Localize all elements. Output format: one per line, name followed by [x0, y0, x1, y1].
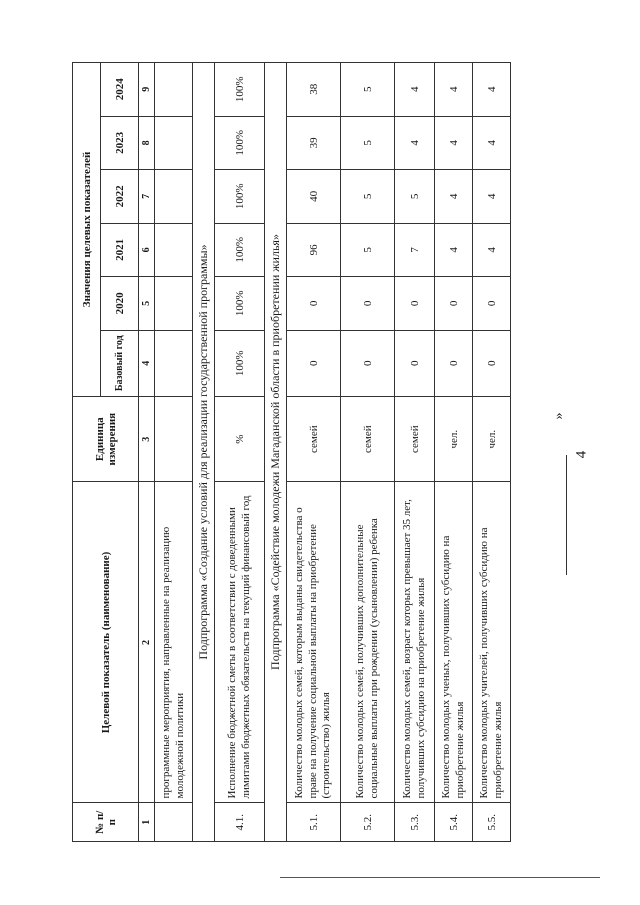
row-unit: чел. — [435, 396, 473, 482]
col-number: 9 — [139, 63, 155, 117]
row-name: Количество молодых семей, возраст которых превышает 35 лет, получивших субсидию на приобретение жилья — [395, 482, 435, 803]
header-year: 2020 — [101, 277, 139, 331]
subprogram-heading-2: Подпрограмма «Содействие молодежи Магаданской области в приобретении жилья» — [265, 63, 287, 842]
col-number: 5 — [139, 277, 155, 331]
continuation-text: программные мероприятия, направленные на реализацию молодежной политики — [155, 482, 193, 803]
row-value: 4 — [395, 116, 435, 170]
row-value: 100% — [215, 170, 265, 224]
page-number: 4 — [573, 450, 590, 459]
header-num: № п/п — [73, 803, 139, 842]
row-value: 4 — [435, 223, 473, 277]
row-unit: % — [215, 396, 265, 482]
row-value: 4 — [473, 116, 511, 170]
col-number: 7 — [139, 170, 155, 224]
row-num: 5.5. — [473, 803, 511, 842]
row-name: Исполнение бюджетной сметы в соответствии с доведенными лимитами бюджетных обязательств на текущий финансовый год — [215, 482, 265, 803]
rotated-table-container — [72, 62, 532, 842]
table-row — [435, 63, 473, 842]
row-value: 4 — [395, 63, 435, 117]
col-number: 8 — [139, 116, 155, 170]
table-row — [473, 63, 511, 842]
header-base-year: Базовый год — [101, 330, 139, 396]
row-value: 5 — [341, 170, 395, 224]
row-base: 0 — [435, 330, 473, 396]
header-year: 2021 — [101, 223, 139, 277]
header-values-group: Значения целевых показателей — [73, 63, 101, 397]
footer-line — [566, 455, 567, 575]
row-value: 5 — [341, 223, 395, 277]
col-number: 3 — [139, 396, 155, 482]
table-row — [287, 63, 341, 842]
col-number: 1 — [139, 803, 155, 842]
closing-quote: » — [551, 412, 567, 420]
col-number: 6 — [139, 223, 155, 277]
row-name: Количество молодых учителей, получивших субсидию на приобретение жилья — [473, 482, 511, 803]
row-value: 39 — [287, 116, 341, 170]
row-value: 7 — [395, 223, 435, 277]
row-unit: семей — [341, 396, 395, 482]
row-value: 100% — [215, 277, 265, 331]
header-indicator: Целевой показатель (наименование) — [73, 482, 139, 803]
row-value: 4 — [473, 170, 511, 224]
row-num: 4.1. — [215, 803, 265, 842]
row-unit: чел. — [473, 396, 511, 482]
row-name: Количество молодых семей, получивших дополнительные социальные выплаты при рождении (усыновлении) ребенка — [341, 482, 395, 803]
row-num: 5.4. — [435, 803, 473, 842]
row-num: 5.1. — [287, 803, 341, 842]
col-number: 2 — [139, 482, 155, 803]
row-name: Количество молодых семей, которым выданы свидетельства о праве на получение социальной выплаты на приобретение (строительство) жилья — [287, 482, 341, 803]
row-num: 5.3. — [395, 803, 435, 842]
row-name: Количество молодых ученых, получивших субсидию на приобретение жилья — [435, 482, 473, 803]
row-value: 4 — [435, 116, 473, 170]
row-unit: семей — [395, 396, 435, 482]
header-year: 2024 — [101, 63, 139, 117]
row-value: 0 — [435, 277, 473, 331]
table-row — [215, 63, 265, 842]
header-unit: Единица измерения — [73, 396, 139, 482]
row-value: 38 — [287, 63, 341, 117]
row-value: 40 — [287, 170, 341, 224]
row-base: 0 — [395, 330, 435, 396]
row-value: 5 — [341, 116, 395, 170]
table-row — [341, 63, 395, 842]
table-row — [395, 63, 435, 842]
row-value: 4 — [435, 63, 473, 117]
header-year: 2022 — [101, 170, 139, 224]
row-base: 100% — [215, 330, 265, 396]
row-value: 0 — [341, 277, 395, 331]
row-unit: семей — [287, 396, 341, 482]
row-value: 100% — [215, 63, 265, 117]
indicators-table — [72, 62, 511, 842]
row-value: 96 — [287, 223, 341, 277]
row-num: 5.2. — [341, 803, 395, 842]
row-value: 0 — [395, 277, 435, 331]
row-value: 100% — [215, 223, 265, 277]
row-value: 4 — [473, 223, 511, 277]
bottom-rule — [280, 877, 600, 878]
row-value: 5 — [341, 63, 395, 117]
header-year: 2023 — [101, 116, 139, 170]
row-base: 0 — [341, 330, 395, 396]
subprogram-heading-1: Подпрограмма «Создание условий для реализации государственной программы» — [193, 63, 215, 842]
row-value: 4 — [473, 63, 511, 117]
row-base: 0 — [287, 330, 341, 396]
row-value: 0 — [473, 277, 511, 331]
row-value: 4 — [435, 170, 473, 224]
row-value: 5 — [395, 170, 435, 224]
row-base: 0 — [473, 330, 511, 396]
col-number: 4 — [139, 330, 155, 396]
continuation-row — [155, 63, 193, 842]
row-value: 0 — [287, 277, 341, 331]
row-value: 100% — [215, 116, 265, 170]
